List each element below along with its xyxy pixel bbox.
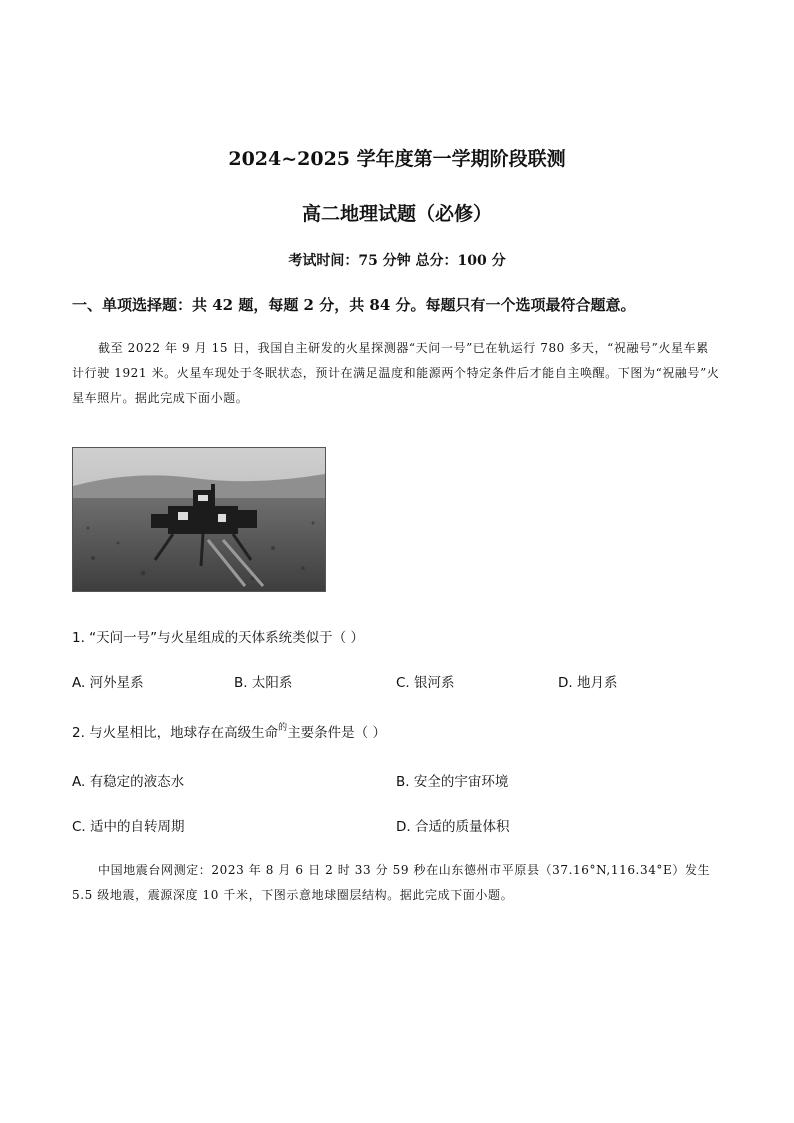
exam-title: 2024~2025 学年度第一学期阶段联测 (228, 148, 566, 170)
mars-rover-photo-icon (73, 448, 325, 591)
q2-stem-after: 主要条件是（ ） (287, 725, 386, 741)
q2-stem-before: 2. 与火星相比，地球存在高级生命 (72, 725, 279, 741)
q1-option-d: D. 地月系 (558, 675, 618, 691)
mars-rover-photo (72, 447, 326, 592)
exam-meta: 考试时间：75 分钟 总分：100 分 (288, 253, 506, 269)
exam-subtitle: 高二地理试题（必修） (301, 203, 492, 225)
question-1: 1. “天问一号”与火星组成的天体系统类似于（ ） (72, 630, 364, 646)
q2-stem-superscript: 的 (278, 723, 288, 733)
q2-option-d: D. 合适的质量体积 (396, 819, 510, 835)
q2-option-c: C. 适中的自转周期 (72, 819, 185, 835)
question-2 (72, 721, 386, 741)
section-heading: 一、单项选择题：共 42 题，每题 2 分，共 84 分。每题只有一个选项最符合题意。 (72, 296, 636, 314)
q1-option-b: B. 太阳系 (234, 675, 293, 691)
q1-option-c: C. 银河系 (396, 675, 455, 691)
q2-option-a: A. 有稳定的液态水 (72, 774, 185, 790)
q2-option-b: B. 安全的宇宙环境 (396, 774, 509, 790)
q1-option-a: A. 河外星系 (72, 675, 144, 691)
passage-mars: 截至 2022 年 9 月 15 日，我国自主研发的火星探测器“天问一号”已在轨运行 780 多天，“祝融号”火星车累计行驶 1921 米。火星车现处于冬眠状态，预计在满足温度和能源两个特定条件后才能自主唤醒。下图为“祝融号”火星车照片。据此完成下面小题。 (72, 341, 720, 405)
passage-earthquake: 中国地震台网测定：2023 年 8 月 6 日 2 时 33 分 59 秒在山东德州市平原县（37.16°N,116.34°E）发生 5.5 级地震，震源深度 10 千米，下图示意地球圈层结构。据此完成下面小题。 (72, 863, 711, 902)
